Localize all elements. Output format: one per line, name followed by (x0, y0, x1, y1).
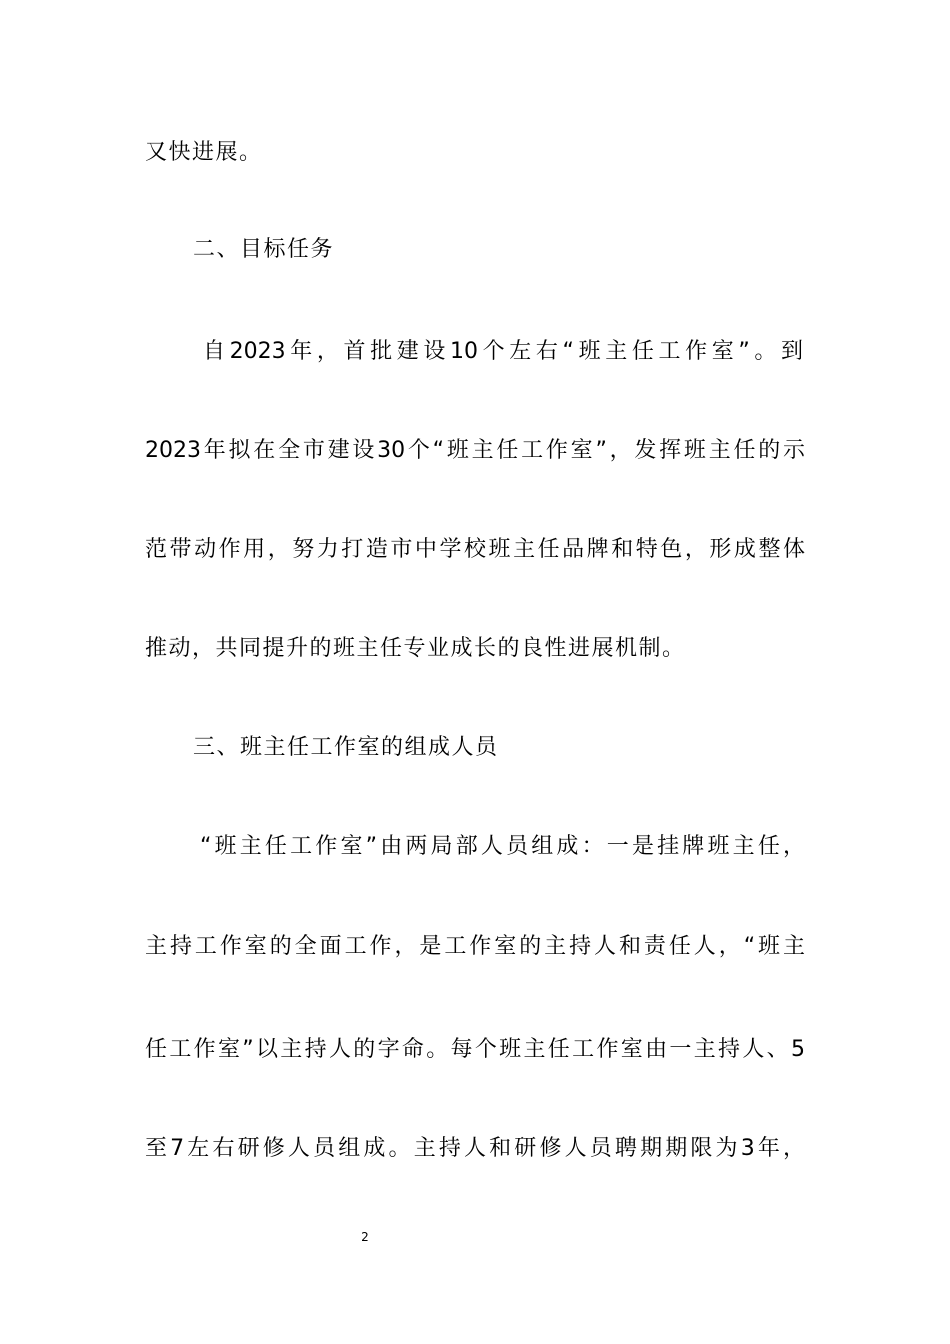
text-line-9: 主持工作室的全面工作，是工作室的主持人和责任人，“班主 (145, 934, 805, 959)
section-heading-2: 二、目标任务 (193, 237, 335, 262)
page-number: 2 (361, 1230, 369, 1244)
text-line-8: “班主任工作室”由两局部人员组成：一是挂牌班主任， (200, 834, 805, 859)
text-line-6: 推动，共同提升的班主任专业成长的良性进展机制。 (145, 636, 686, 661)
text-line-1: 又快进展。 (145, 140, 263, 165)
section-heading-3: 三、班主任工作室的组成人员 (193, 735, 499, 760)
text-line-11: 至7左右研修人员组成。主持人和研修人员聘期期限为3年， (145, 1136, 805, 1161)
text-line-10: 任工作室”以主持人的字命。每个班主任工作室由一主持人、5 (145, 1037, 805, 1062)
text-line-3: 自2023年，首批建设10个左右“班主任工作室”。到 (203, 339, 803, 364)
text-line-5: 范带动作用，努力打造市中学校班主任品牌和特色，形成整体 (145, 537, 805, 562)
text-line-4: 2023年拟在全市建设30个“班主任工作室”，发挥班主任的示 (145, 438, 805, 463)
